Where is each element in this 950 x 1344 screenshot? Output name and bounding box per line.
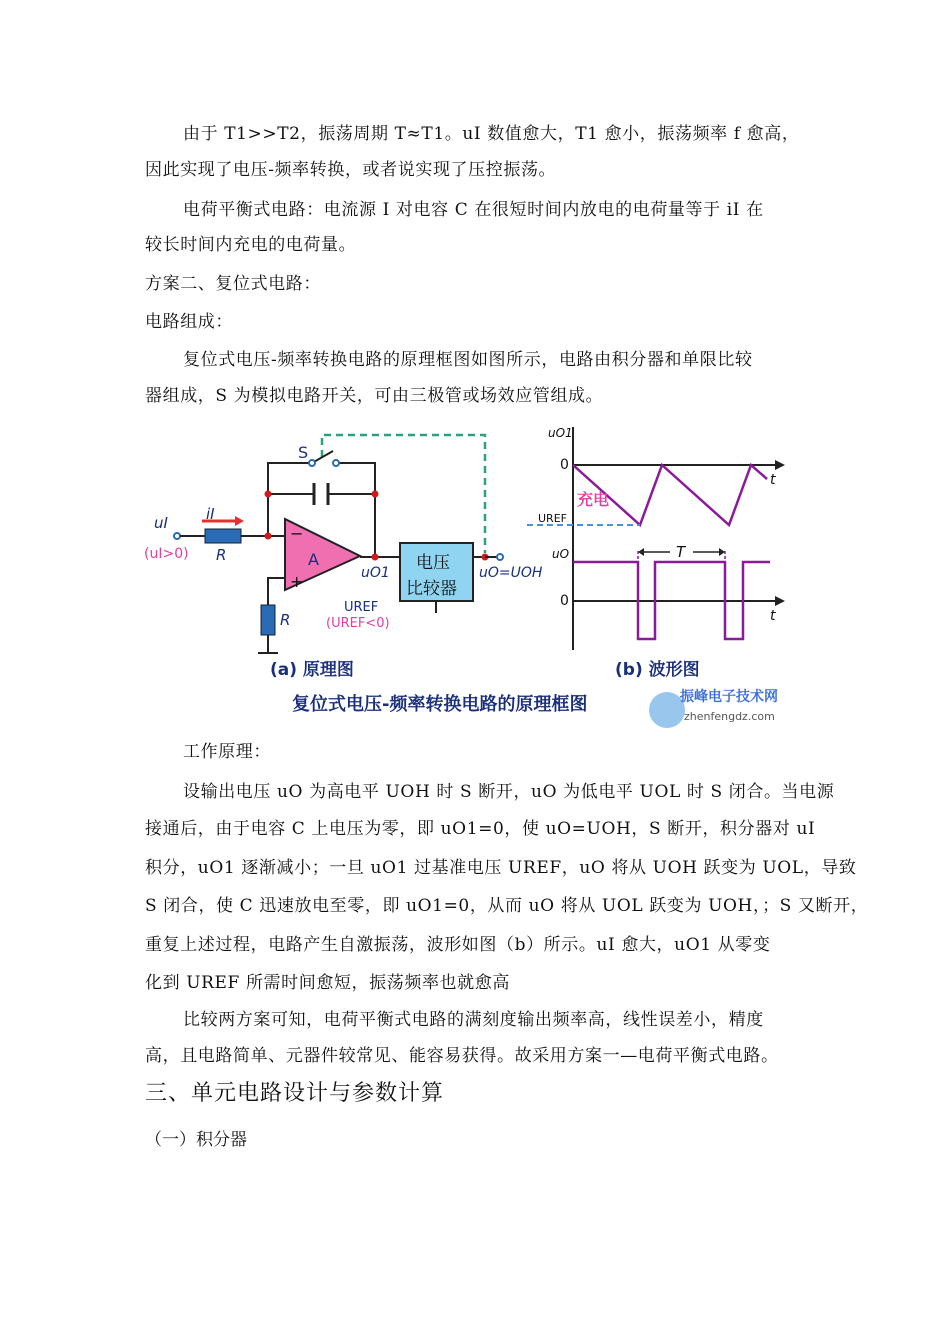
paragraph-line: 较长时间内充电的电荷量。 <box>145 235 357 255</box>
ground-resistor <box>261 605 275 635</box>
junction-dot <box>372 491 379 498</box>
junction-dot <box>265 533 272 540</box>
paragraph-line: 电路组成： <box>145 312 233 332</box>
paragraph-line: 器组成，S 为模拟电路开关，可由三极管或场效应管组成。 <box>145 386 604 406</box>
watermark-text: 振峰电子技术网 <box>680 689 778 705</box>
charge-label: 充电 <box>577 490 610 509</box>
input-resistor <box>205 529 241 543</box>
comparator-label: 比较器 <box>406 579 457 599</box>
paragraph-line: 重复上述过程，电路产生自激振荡，波形如图（b）所示。uI 愈大，uO1 从零变 <box>145 935 771 955</box>
period-arrowhead <box>719 548 725 556</box>
figure-title: 复位式电压-频率转换电路的原理框图 <box>292 694 588 715</box>
paragraph-line: 电荷平衡式电路：电流源 I 对电容 C 在很短时间内放电的电荷量等于 iI 在 <box>183 200 764 220</box>
section-heading: 三、单元电路设计与参数计算 <box>145 1081 445 1106</box>
circuit-figure <box>140 415 820 740</box>
wave-axis-arrow <box>775 460 785 470</box>
period-arrowhead <box>638 548 644 556</box>
paragraph-line: 接通后，由于电容 C 上电压为零，即 uO1=0，使 uO=UOH，S 断开，积分器对 uI <box>145 819 816 839</box>
switch-contact <box>309 460 315 466</box>
uref-label: UREF <box>344 600 379 615</box>
opamp-label: A <box>308 550 319 569</box>
wave-uo-label: uO <box>552 547 570 561</box>
output-terminal <box>497 554 503 560</box>
wave-zero2-label: 0 <box>560 593 569 609</box>
uref-condition-label: (UREF<0) <box>326 616 390 631</box>
current-arrowhead <box>235 516 244 526</box>
caption-a: (a) 原理图 <box>270 660 354 680</box>
watermark-logo <box>649 688 778 728</box>
wave-uref-label: UREF <box>538 512 567 525</box>
paragraph-line: 比较两方案可知，电荷平衡式电路的满刻度输出频率高，线性误差小，精度 <box>183 1010 764 1030</box>
paragraph-line: S 闭合，使 C 迅速放电至零，即 uO1=0，从而 uO 将从 UOL 跃变为 UOH，；S 又断开， <box>145 896 869 916</box>
paragraph-line: 由于 T1>>T2，振荡周期 T≈T1。uI 数值愈大，T1 愈小，振荡频率 f 愈高， <box>183 124 800 144</box>
comparator-label: 电压 <box>416 553 450 573</box>
wave-uo1-label: uO1 <box>548 426 573 440</box>
paragraph-line: 积分，uO1 逐渐减小；一旦 uO1 过基准电压 UREF，uO 将从 UOH 跃变为 UOL，导致 <box>145 858 857 878</box>
input-resistor-label: R <box>216 546 227 564</box>
opamp-inverting-sign: − <box>290 524 304 543</box>
wave-t2-label: t <box>770 608 776 624</box>
paragraph-line: 复位式电压-频率转换电路的原理框图如图所示，电路由积分器和单限比较 <box>183 350 753 370</box>
paragraph-line: 因此实现了电压-频率转换，或者说实现了压控振荡。 <box>145 160 557 180</box>
paragraph-line: 设输出电压 uO 为高电平 UOH 时 S 断开，uO 为低电平 UOL 时 S 闭合。当电源 <box>183 782 835 802</box>
input-terminal <box>174 533 180 539</box>
output-voltage-label: uO=UOH <box>479 565 543 581</box>
switch-label: S <box>298 443 309 462</box>
opamp-noninverting-sign: + <box>290 572 304 591</box>
junction-dot <box>265 491 272 498</box>
wave-zero1-label: 0 <box>560 457 569 473</box>
junction-dot <box>372 554 379 561</box>
paragraph-line: 方案二、复位式电路： <box>145 274 321 294</box>
wave-axis-arrow <box>775 596 785 606</box>
wave-t1-label: t <box>770 472 776 488</box>
paragraph-line: 高，且电路简单、元器件较常见、能容易获得。故采用方案一—电荷平衡式电路。 <box>145 1046 779 1066</box>
ground-wire <box>268 578 285 605</box>
input-condition-label: (uI>0) <box>144 546 189 562</box>
uo1-label: uO1 <box>361 565 390 581</box>
input-current-label: iI <box>206 505 215 523</box>
subsection-heading: （一）积分器 <box>145 1130 247 1150</box>
caption-b: (b) 波形图 <box>615 660 700 680</box>
period-label: T <box>676 543 686 561</box>
paragraph-line: 工作原理： <box>183 742 271 762</box>
feedback-wire-right <box>336 463 375 557</box>
watermark-url: zhenfengdz.com <box>684 710 775 723</box>
paragraph-line: 化到 UREF 所需时间愈短，振荡频率也就愈高 <box>145 973 510 993</box>
input-voltage-label: uI <box>154 514 168 532</box>
ground-resistor-label: R <box>280 611 291 629</box>
switch-contact <box>333 460 339 466</box>
